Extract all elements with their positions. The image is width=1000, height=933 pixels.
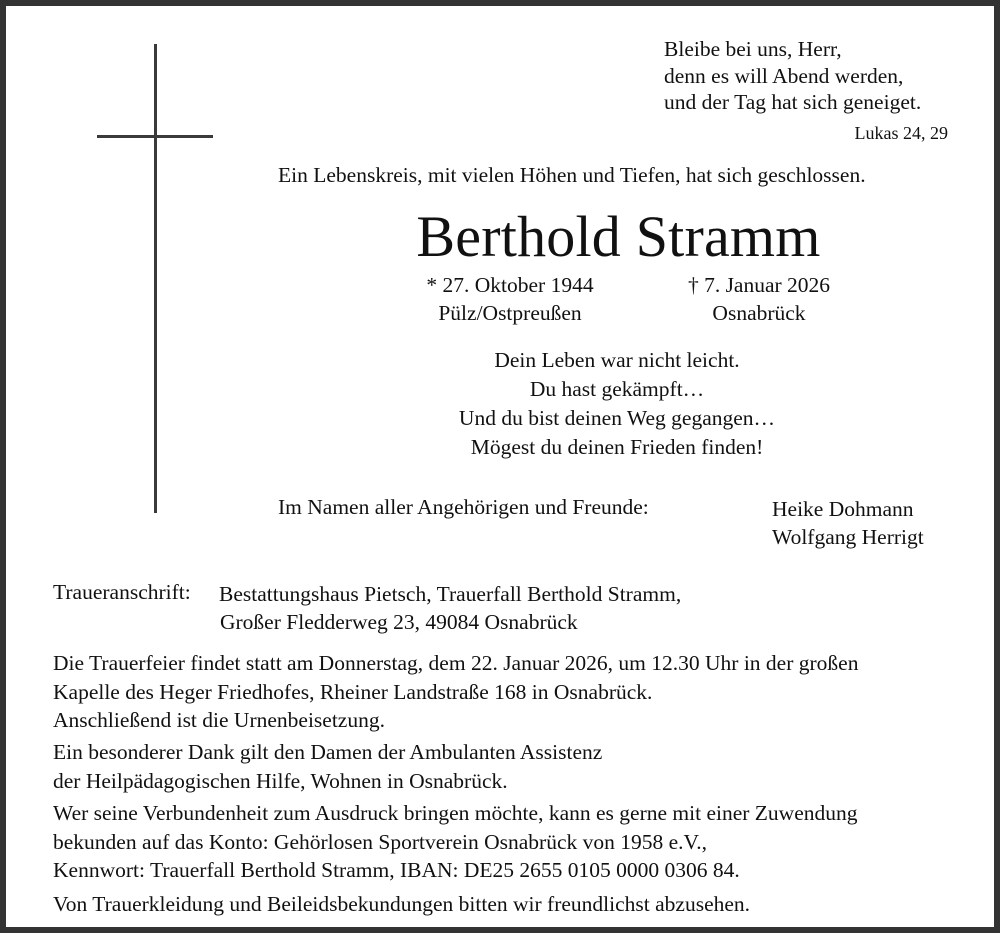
birth-date: * 27. Oktober 1944 bbox=[426, 273, 594, 297]
paragraph-line: bekunden auf das Konto: Gehörlosen Sportverein Osnabrück von 1958 e.V., bbox=[53, 829, 708, 854]
death-info bbox=[654, 271, 864, 327]
donation-paragraph bbox=[53, 799, 968, 885]
bible-quote bbox=[664, 36, 921, 116]
poem-line: Dein Leben war nicht leicht. bbox=[494, 348, 740, 372]
poem-line: Mögest du deinen Frieden finden! bbox=[470, 435, 764, 459]
paragraph-line: Die Trauerfeier findet statt am Donnerstag, dem 22. Januar 2026, um 12.30 Uhr in der großen bbox=[53, 651, 859, 675]
mourning-address bbox=[220, 580, 682, 636]
lead-sentence: Ein Lebenskreis, mit vielen Höhen und Tiefen, hat sich geschlossen. bbox=[278, 163, 866, 187]
cross-horizontal-bar bbox=[97, 135, 213, 138]
death-place: Osnabrück bbox=[712, 301, 806, 325]
birth-info bbox=[399, 271, 621, 327]
signer-name: Heike Dohmann bbox=[772, 497, 914, 521]
thanks-paragraph bbox=[53, 738, 968, 795]
funeral-info-paragraph bbox=[53, 649, 968, 735]
paragraph-line: Von Trauerkleidung und Beileidsbekundungen bitten wir freundlichst abzusehen. bbox=[53, 892, 751, 916]
paragraph-line: Kennwort: Trauerfall Berthold Stramm, IBAN: DE25 2655 0105 0000 0306 84. bbox=[53, 858, 740, 882]
paragraph-line: Wer seine Verbundenheit zum Ausdruck bringen möchte, kann es gerne mit einer Zuwendung bbox=[53, 801, 858, 825]
address-line-2: Großer Fledderweg 23, 49084 Osnabrück bbox=[220, 610, 578, 634]
paragraph-line: Kapelle des Heger Friedhofes, Rheiner Landstraße 168 in Osnabrück. bbox=[53, 679, 653, 704]
paragraph-line: Anschließend ist die Urnenbeisetzung. bbox=[53, 708, 385, 732]
birth-place: Pülz/Ostpreußen bbox=[438, 301, 582, 325]
deceased-name: Berthold Stramm bbox=[416, 204, 821, 269]
address-line-1: Bestattungshaus Pietsch, Trauerfall Berthold Stramm, bbox=[219, 582, 682, 606]
signer-name: Wolfgang Herrigt bbox=[772, 525, 924, 549]
address-label: Traueranschrift: bbox=[53, 580, 191, 604]
quote-line: denn es will Abend werden, bbox=[664, 63, 904, 88]
paragraph-line: Ein besonderer Dank gilt den Damen der Ambulanten Assistenz bbox=[53, 740, 603, 764]
death-date: † 7. Januar 2026 bbox=[687, 273, 831, 297]
poem-line: Du hast gekämpft… bbox=[529, 377, 705, 401]
closing-request bbox=[53, 890, 968, 919]
address-line bbox=[220, 580, 682, 608]
quote-reference: Lukas 24, 29 bbox=[854, 123, 948, 143]
poem-line: Und du bist deinen Weg gegangen… bbox=[458, 406, 776, 430]
quote-line: und der Tag hat sich geneiget. bbox=[664, 90, 922, 114]
quote-line: Bleibe bei uns, Herr, bbox=[664, 37, 842, 61]
signoff-label: Im Namen aller Angehörigen und Freunde: bbox=[278, 495, 649, 519]
signers-list bbox=[772, 495, 924, 551]
paragraph-line: der Heilpädagogischen Hilfe, Wohnen in Osnabrück. bbox=[53, 768, 508, 793]
memorial-poem bbox=[6, 346, 1000, 462]
